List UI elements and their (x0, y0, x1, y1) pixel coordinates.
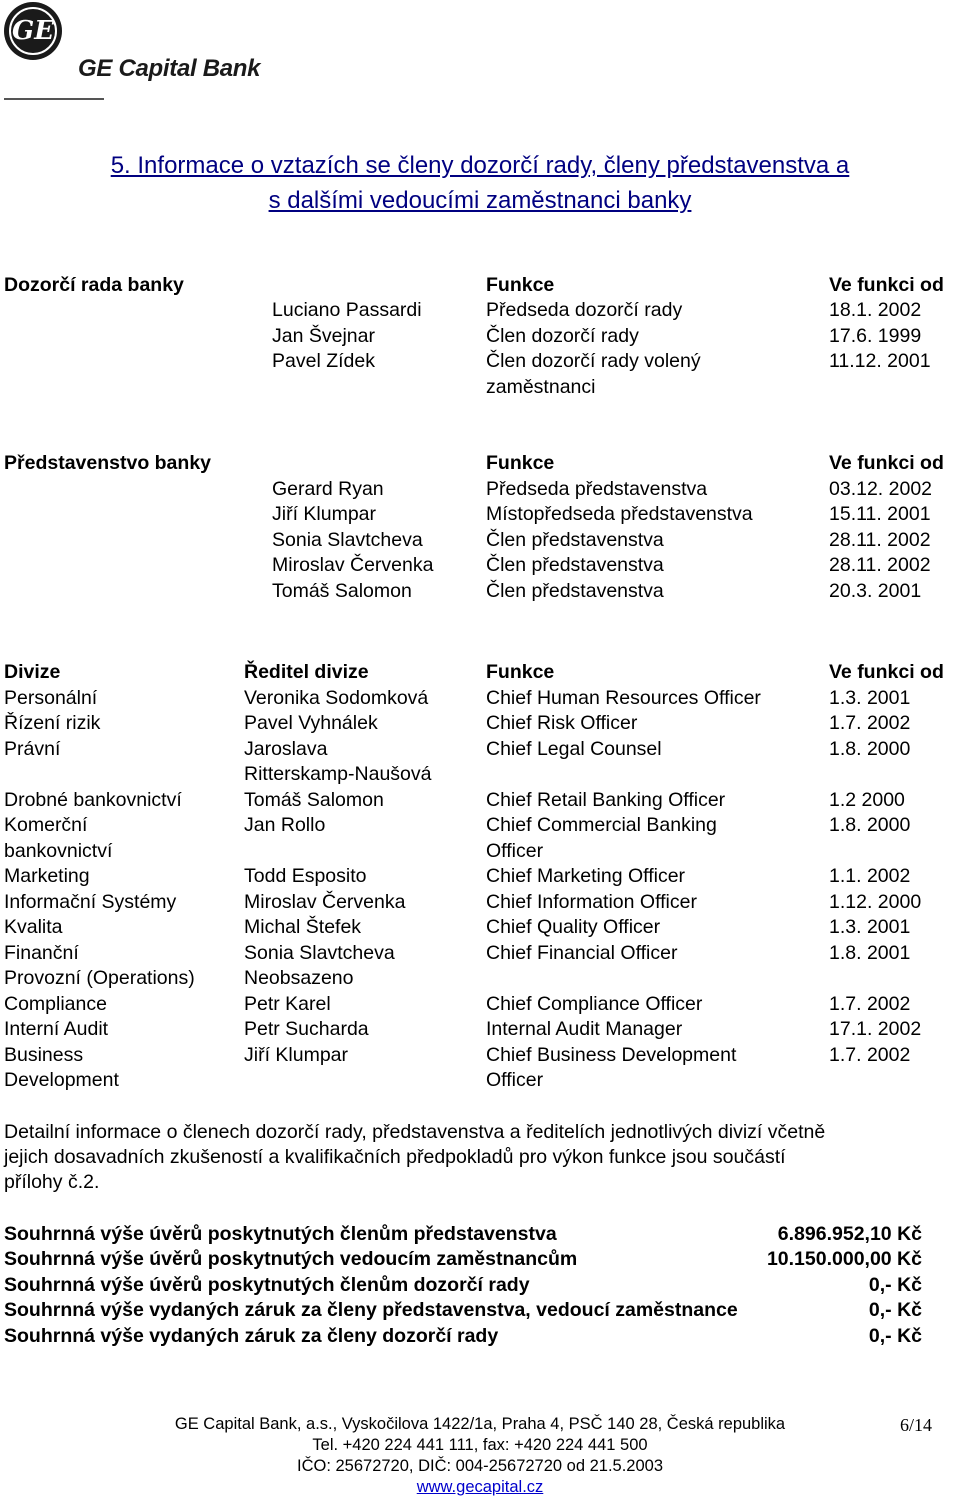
summary-value: 6.896.952,10 Kč (777, 1223, 922, 1245)
footer-ids: IČO: 25672720, DIČ: 004-25672720 od 21.5.2003 (296, 1457, 664, 1475)
brand-name: GE Capital Bank (78, 55, 261, 82)
summary-label: Souhrnná výše úvěrů poskytnutých vedoucím zaměstnancům (4, 1248, 578, 1270)
division-director: Sonia Slavtcheva (244, 942, 395, 964)
division-function: Chief Business Development (486, 1044, 737, 1066)
table-heading: Dozorčí rada banky (4, 274, 184, 296)
member-since: 28.11. 2002 (829, 529, 931, 551)
member-name: Tomáš Salomon (272, 580, 412, 602)
division-since: 1.3. 2001 (829, 687, 911, 709)
website-link[interactable]: www.gecapital.cz (416, 1478, 544, 1496)
member-function: Člen dozorčí rady volený (486, 350, 701, 372)
member-since: 03.12. 2002 (829, 478, 933, 500)
summary-value: 0,- Kč (868, 1274, 922, 1296)
table-heading: Představenstvo banky (4, 452, 212, 474)
member-function: Člen dozorčí rady (486, 325, 639, 347)
summary-label: Souhrnná výše vydaných záruk za členy dozorčí rady (4, 1325, 499, 1347)
member-since: 15.11. 2001 (829, 503, 931, 525)
division-name: Komerční (4, 814, 88, 836)
division-function: Chief Quality Officer (486, 916, 661, 938)
member-name: Jiří Klumpar (272, 503, 377, 525)
paragraph-line: přílohy č.2. (4, 1171, 100, 1193)
summary-label: Souhrnná výše úvěrů poskytnutých členům dozorčí rady (4, 1274, 530, 1296)
division-director: Pavel Vyhnálek (244, 712, 378, 734)
column-header-director: Ředitel divize (244, 661, 369, 683)
division-since: 1.7. 2002 (829, 1044, 911, 1066)
division-name: Drobné bankovnictví (4, 789, 182, 811)
member-function: Člen představenstva (486, 554, 664, 576)
member-function: Předseda dozorčí rady (486, 299, 683, 321)
division-since: 17.1. 2002 (829, 1018, 922, 1040)
division-since: 1.3. 2001 (829, 916, 911, 938)
division-name-cont: Development (4, 1069, 119, 1091)
member-function-cont: zaměstnanci (486, 376, 596, 398)
summary-label: Souhrnná výše vydaných záruk za členy představenstva, vedoucí zaměstnance (4, 1299, 738, 1321)
summary-label: Souhrnná výše úvěrů poskytnutých členům představenstva (4, 1223, 557, 1245)
member-name: Pavel Zídek (272, 350, 375, 372)
header-divider (4, 98, 104, 100)
division-director: Todd Esposito (244, 865, 367, 887)
division-function: Internal Audit Manager (486, 1018, 683, 1040)
member-function: Předseda představenstva (486, 478, 708, 500)
division-function: Chief Financial Officer (486, 942, 678, 964)
division-director: Petr Sucharda (244, 1018, 369, 1040)
member-since: 18.1. 2002 (829, 299, 922, 321)
member-name: Luciano Passardi (272, 299, 422, 321)
member-name: Miroslav Červenka (272, 554, 434, 576)
division-since: 1.12. 2000 (829, 891, 922, 913)
division-since: 1.8. 2000 (829, 738, 911, 760)
division-name: Finanční (4, 942, 79, 964)
column-header-since: Ve funkci od (829, 661, 944, 683)
paragraph-line: jejich dosavadních zkušeností a kvalifikačních předpokladů pro výkon funkce jsou součástí (4, 1146, 786, 1168)
division-director: Neobsazeno (244, 967, 354, 989)
division-since: 1.8. 2001 (829, 942, 911, 964)
section-title-line2: s dalšími vedoucími zaměstnanci banky (268, 187, 692, 214)
member-name: Sonia Slavtcheva (272, 529, 423, 551)
footer-phone: Tel. +420 224 441 111, fax: +420 224 441 500 (312, 1436, 648, 1454)
division-function: Chief Compliance Officer (486, 993, 703, 1015)
member-name: Gerard Ryan (272, 478, 384, 500)
column-header-division: Divize (4, 661, 61, 683)
division-name: Provozní (Operations) (4, 967, 195, 989)
division-function-cont: Officer (486, 1069, 544, 1091)
column-header-since: Ve funkci od (829, 452, 944, 474)
member-since: 20.3. 2001 (829, 580, 922, 602)
summary-value: 0,- Kč (868, 1325, 922, 1347)
division-function-cont: Officer (486, 840, 544, 862)
division-name: Marketing (4, 865, 90, 887)
page-number: 6/14 (900, 1415, 933, 1435)
member-since: 28.11. 2002 (829, 554, 931, 576)
member-function: Člen představenstva (486, 529, 664, 551)
logo-mark-text: GE (11, 16, 55, 46)
column-header-since: Ve funkci od (829, 274, 944, 296)
division-since: 1.7. 2002 (829, 993, 911, 1015)
column-header-function: Funkce (486, 661, 555, 683)
division-director-cont: Ritterskamp-Naušová (244, 763, 432, 785)
member-name: Jan Švejnar (272, 325, 375, 347)
division-name: Business (4, 1044, 84, 1066)
division-since: 1.7. 2002 (829, 712, 911, 734)
footer-address: GE Capital Bank, a.s., Vyskočilova 1422/1a, Praha 4, PSČ 140 28, Česká republika (174, 1415, 786, 1433)
division-name: Compliance (4, 993, 107, 1015)
division-name: Řízení rizik (4, 712, 101, 734)
division-director: Jaroslava (244, 738, 328, 760)
division-director: Petr Karel (244, 993, 331, 1015)
division-since: 1.8. 2000 (829, 814, 911, 836)
member-since: 17.6. 1999 (829, 325, 922, 347)
division-name: Informační Systémy (4, 891, 177, 913)
division-director: Jan Rollo (244, 814, 326, 836)
division-name-cont: bankovnictví (4, 840, 113, 862)
summary-value: 0,- Kč (868, 1299, 922, 1321)
division-function: Chief Legal Counsel (486, 738, 662, 760)
division-function: Chief Human Resources Officer (486, 687, 761, 709)
member-since: 11.12. 2001 (829, 350, 931, 372)
division-director: Miroslav Červenka (244, 891, 406, 913)
section-title-line1: 5. Informace o vztazích se členy dozorčí rady, členy představenstva a (110, 152, 850, 179)
division-function: Chief Risk Officer (486, 712, 638, 734)
column-header-function: Funkce (486, 452, 555, 474)
division-director: Jiří Klumpar (244, 1044, 349, 1066)
column-header-function: Funkce (486, 274, 555, 296)
division-function: Chief Commercial Banking (486, 814, 717, 836)
division-name: Kvalita (4, 916, 63, 938)
division-name: Personální (4, 687, 98, 709)
division-function: Chief Marketing Officer (486, 865, 686, 887)
division-function: Chief Retail Banking Officer (486, 789, 726, 811)
member-function: Člen představenstva (486, 580, 664, 602)
division-director: Michal Štefek (244, 916, 362, 938)
member-function: Místopředseda představenstva (486, 503, 753, 525)
summary-value: 10.150.000,00 Kč (766, 1248, 922, 1270)
paragraph-line: Detailní informace o členech dozorčí rady, představenstva a ředitelích jednotlivých divizí včetně (4, 1121, 826, 1143)
division-director: Veronika Sodomková (244, 687, 429, 709)
division-function: Chief Information Officer (486, 891, 697, 913)
division-name: Právní (4, 738, 61, 760)
ge-monogram-icon (4, 2, 62, 60)
division-since: 1.1. 2002 (829, 865, 911, 887)
division-since: 1.2 2000 (829, 789, 905, 811)
division-name: Interní Audit (4, 1018, 109, 1040)
division-director: Tomáš Salomon (244, 789, 384, 811)
